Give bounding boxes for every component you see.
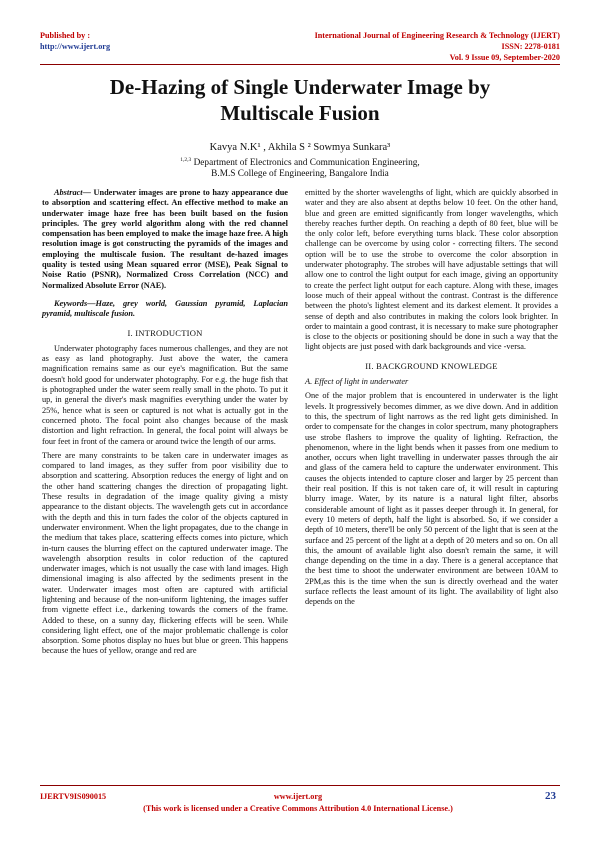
intro-continued-paragraph: emitted by the shorter wavelengths of light, which are quickly absorbed in water and they are also absent at depths below 10 feet. On the other hand, blue and green are emitted significantly from longer wavelengths, which thereby reaches further depth. On reaching a depth of 80 feet, blue will be the only color left, before everything turns black. These color absorption challenge can be overcome by using color - correcting filters. The second option will be to use the strobe to overcome the color absorption in underwater photography. The strobes will have adjustable settings that will allow one to control the light output for each image, giving an opportunity to create the perfect light output for each capture. Along with these, images loose much of their appeal without the contrast. Contrast is the difference between the photo's lightest element and its darkest element. It provides a sense of depth and also contributes in making the colors look brighter. In order to maintain a good contrast, it is necessary to make sure photographer is close to the objects or positioning should be done in such a way that the light objects are just posed with dark backgrounds and vice -versa. <box>305 188 558 352</box>
affiliation-college: B.M.S College of Engineering, Bangalore India <box>211 169 389 180</box>
affiliation <box>40 155 560 180</box>
affiliation-department: Department of Electronics and Communication Engineering, <box>193 158 420 169</box>
author-list: Kavya N.K¹ , Akhila S ² Sowmya Sunkara³ <box>209 142 391 153</box>
journal-url-link[interactable]: http://www.ijert.org <box>40 42 111 51</box>
issn-label: ISSN: 2278-0181 <box>501 42 560 51</box>
subsection-heading-light: A. Effect of light in underwater <box>305 377 409 387</box>
title-line-2: Multiscale Fusion <box>220 101 380 125</box>
paper-id: IJERTV9IS090015 <box>40 792 107 801</box>
title-line-1: De-Hazing of Single Underwater Image by <box>109 75 491 99</box>
keywords: Keywords—Haze, grey world, Gaussian pyramid, Laplacian pyramid, multiscale fusion. <box>42 298 288 319</box>
section-heading-background: II. BACKGROUND KNOWLEDGE <box>365 360 498 371</box>
license-notice: (This work is licensed under a Creative Commons Attribution 4.0 International License.) <box>143 804 453 813</box>
left-column <box>42 188 288 661</box>
intro-paragraph-2: There are many constraints to be taken care in underwater images as compared to land images, as they suffer from poor visibility due to absorption and scattering. Absorption reduces the energy of light and on the other hand scattering changes the direction of propagating light. These results in degradation of the image quality giving a misty appearance to the distant objects. The wavelength gets cut in accordance with the depth and this in turn fades the color of the objects captured in underwater environment. When the light propagates, due to the change in the medium that takes place, scattering effects comes into picture, which in-turn causes the blurring effect on the captured underwater image. The wavelength absorption results in color reduction of the captured underwater images, which is not usually the case with land images. High dimensional imaging is also affected by the sediments present in the water. Underwater images most often are captured with artificial lightening and because of the non-uniform lightening, the images suffer from vignette effect i.e., darkening towards the corners of the frame. Added to these, on a sunny day, flickering effects will be seen. While considering light effect, one of the major problematic challenge is color absorption. Some photos display no hues but blue or green. This happens because the hues of yellow, orange and red are <box>42 450 288 656</box>
abstract-text: Underwater images are prone to hazy appearance due to absorption and scattering effect. An effective method to make an underwater image haze free has been built based on the fusion principles. The grey world algorithm along with the red channel compensation has been employed to make the image haze free. A high resolution image is got constructing the pyramids of the images and employing the multiscale fusion. The resultant de-hazed images quality is tested using Mean squared error (MSE), Peak Signal to Noise Ratio (PSNR), Normalized Cross Correlation (NCC) and Normalized Absolute Error (NAE). <box>42 188 288 290</box>
intro-paragraph-1: Underwater photography faces numerous challenges, and they are not as easy as land photography. Just above the water, the camera magnification remains same as our eye's magnification. But the same doesn't hold good for underwater photography. For e.g. the huge fish that is photographed under the water seem really small in the photo. To put it up, in general the diver's mask magnifies everything under the water by 25%, hence what is seen or captured is not what is actually got in the concerned photo. The focal point also changes because of the mask distortion and light refraction. In general, the focal point will always be four feet in front of the camera or around twice the length of our arms. <box>42 343 288 446</box>
footer-divider <box>40 785 560 786</box>
page-number: 23 <box>545 790 556 802</box>
right-column <box>305 188 558 612</box>
journal-name: International Journal of Engineering Research & Technology (IJERT) <box>314 31 560 40</box>
volume-label: Vol. 9 Issue 09, September-2020 <box>449 53 560 62</box>
paper-title <box>40 74 560 126</box>
background-paragraph-1: One of the major problem that is encountered in underwater is the light levels. It progressively becomes dimmer, as we dive down. And in addition to this, the spectrum of light narrows as the red light gets diminished. In order to compensate for the changes in color spectrum, many photographers use strobe flashers to improve the quality of lighting. Refraction, the phenomenon, where in the light bends when it passes from one medium to another, occurs when light travelling in underwater passes through the air and glass of the camera held to capture the underwater environment. This causes the objects intended to capture closer and larger by 25 percent than their real position. If this is not taken care of, it will result in capturing blurry image. Water, by its nature is a natural light filter, absorbs considerable amount of light as it passes deeper through it. In general, for every 10 meters of depth, half the light is absorbed. So, if we consider a depth of 10 meters, there'll be only 50 percent of the light that is seen at the surface and 25 percent of the light at a depth of 20 meters and so on. On all this, the amount of available light also doesn't remain the same, it will change depending on the time in a day. There is a general acceptance that the best time to shoot the underwater environment are between 10AM to 2PM,as this is the time when the sun is directly overhead and the water surface reflects the least amount of its light. The availability of light also depends on the <box>305 391 558 607</box>
section-heading-introduction: I. INTRODUCTION <box>127 327 203 338</box>
publisher-label: Published by : <box>40 31 91 40</box>
header-divider <box>40 64 560 65</box>
affiliation-superscript: 1,2,3 <box>180 157 192 163</box>
abstract-label: Abstract— <box>54 188 91 197</box>
abstract <box>42 188 288 291</box>
footer-website-link[interactable]: www.ijert.org <box>273 792 323 801</box>
